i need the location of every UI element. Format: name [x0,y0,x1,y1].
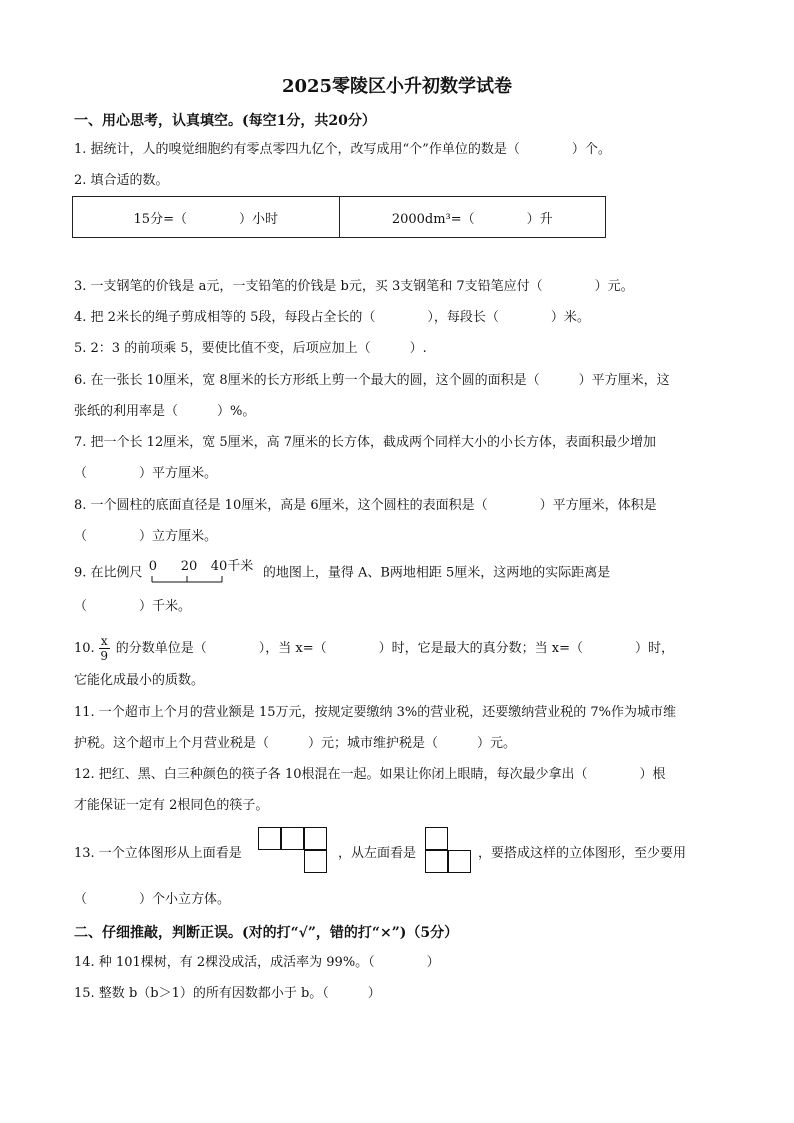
question-10-number: 10. [74,641,95,656]
question-9-line-1 [74,559,611,584]
scale-label-20: 20 [180,559,198,574]
scale-line [147,574,227,584]
question-13-suffix: ，要搭成这样的立体图形，至少要用 [478,846,687,861]
question-13-line-2: （ ）个小立方体。 [74,892,231,907]
section-1-heading: 一、用心思考，认真填空。(每空1分，共20分） [74,113,376,129]
question-4: 4. 把 2米长的绳子剪成相等的 5段，每段占全长的（ ），每段长（ ）米。 [74,310,590,325]
fraction-denominator: 9 [100,649,109,663]
question-13-prefix: 13. 一个立体图形从上面看是 [74,846,242,861]
question-14: 14. 种 101棵树，有 2棵没成活，成活率为 99%。（ ） [74,955,440,970]
scale-label-0: 0 [148,559,157,574]
question-6-line-2: 张纸的利用率是（ ）%。 [74,404,256,419]
table-cell-minutes: 15分=（ ）小时 [133,211,278,227]
question-10-line-1 [74,634,674,663]
page-title: 2025零陵区小升初数学试卷 [281,76,513,97]
top-view-square [304,827,327,850]
question-2: 2. 填合适的数。 [74,173,169,188]
question-9-line-2: （ ）千米。 [74,599,192,614]
question-11-line-2: 护税。这个超市上个月营业税是（ ）元；城市维护税是（ ）元。 [74,736,517,751]
scale-label-40: 40千米 [210,559,254,574]
question-10-text: 的分数单位是（ ），当 x=（ ）时，它是最大的真分数；当 x=（ ）时， [115,641,674,656]
question-13-middle: ，从左面看是 [338,846,417,861]
question-11-line-1: 11. 一个超市上个月的营业额是 15万元，按规定要缴纳 3%的营业税，还要缴纳营业税的 7%作为城市维 [74,705,676,720]
question-9-suffix: 的地图上，量得 A、B两地相距 5厘米，这两地的实际距离是 [262,565,611,581]
left-view-square [448,850,471,873]
question-10-line-2: 它能化成最小的质数。 [74,673,205,688]
question-12-line-2: 才能保证一定有 2根同色的筷子。 [74,798,269,813]
scale-bar [147,559,259,584]
top-view-square [281,827,304,850]
question-15: 15. 整数 b（b＞1）的所有因数都小于 b。（ ） [74,986,381,1001]
question-1: 1. 据统计，人的嗅觉细胞约有零点零四九亿个，改写成用“个”作单位的数是（ ）个。 [74,142,611,157]
fraction-x-over-9 [99,634,110,663]
question-5: 5. 2：3 的前项乘 5，要使比值不变，后项应加上（ ）. [74,341,427,356]
left-view-square [425,850,448,873]
question-6-line-1: 6. 在一张长 10厘米，宽 8厘米的长方形纸上剪一个最大的圆，这个圆的面积是（ ）平方厘米，这 [74,373,670,388]
question-7-line-1: 7. 把一个长 12厘米，宽 5厘米，高 7厘米的长方体，截成两个同样大小的小长方体，表面积最少增加 [74,435,657,450]
top-view-square [304,850,327,873]
question-7-line-2: （ ）平方厘米。 [74,466,218,481]
question-8-line-2: （ ）立方厘米。 [74,529,218,544]
fraction-numerator: x [100,634,108,648]
table-cell-volume: 2000dm³=（ ）升 [339,197,606,237]
question-9-prefix: 9. 在比例尺 [74,565,143,581]
question-2-table [72,196,606,238]
question-3: 3. 一支钢笔的价钱是 a元，一支铅笔的价钱是 b元，买 3支钢笔和 7支铅笔应付（ ）元。 [74,279,634,294]
question-12-line-1: 12. 把红、黑、白三种颜色的筷子各 10根混在一起。如果让你闭上眼睛，每次最少拿出（ ）根 [74,767,666,782]
left-view-square [425,827,448,850]
question-8-line-1: 8. 一个圆柱的底面直径是 10厘米，高是 6厘米，这个圆柱的表面积是（ ）平方厘米，体积是 [74,498,657,513]
top-view-square [258,827,281,850]
section-2-heading: 二、仔细推敲，判断正误。(对的打“√”，错的打“×”)（5分） [74,925,459,941]
